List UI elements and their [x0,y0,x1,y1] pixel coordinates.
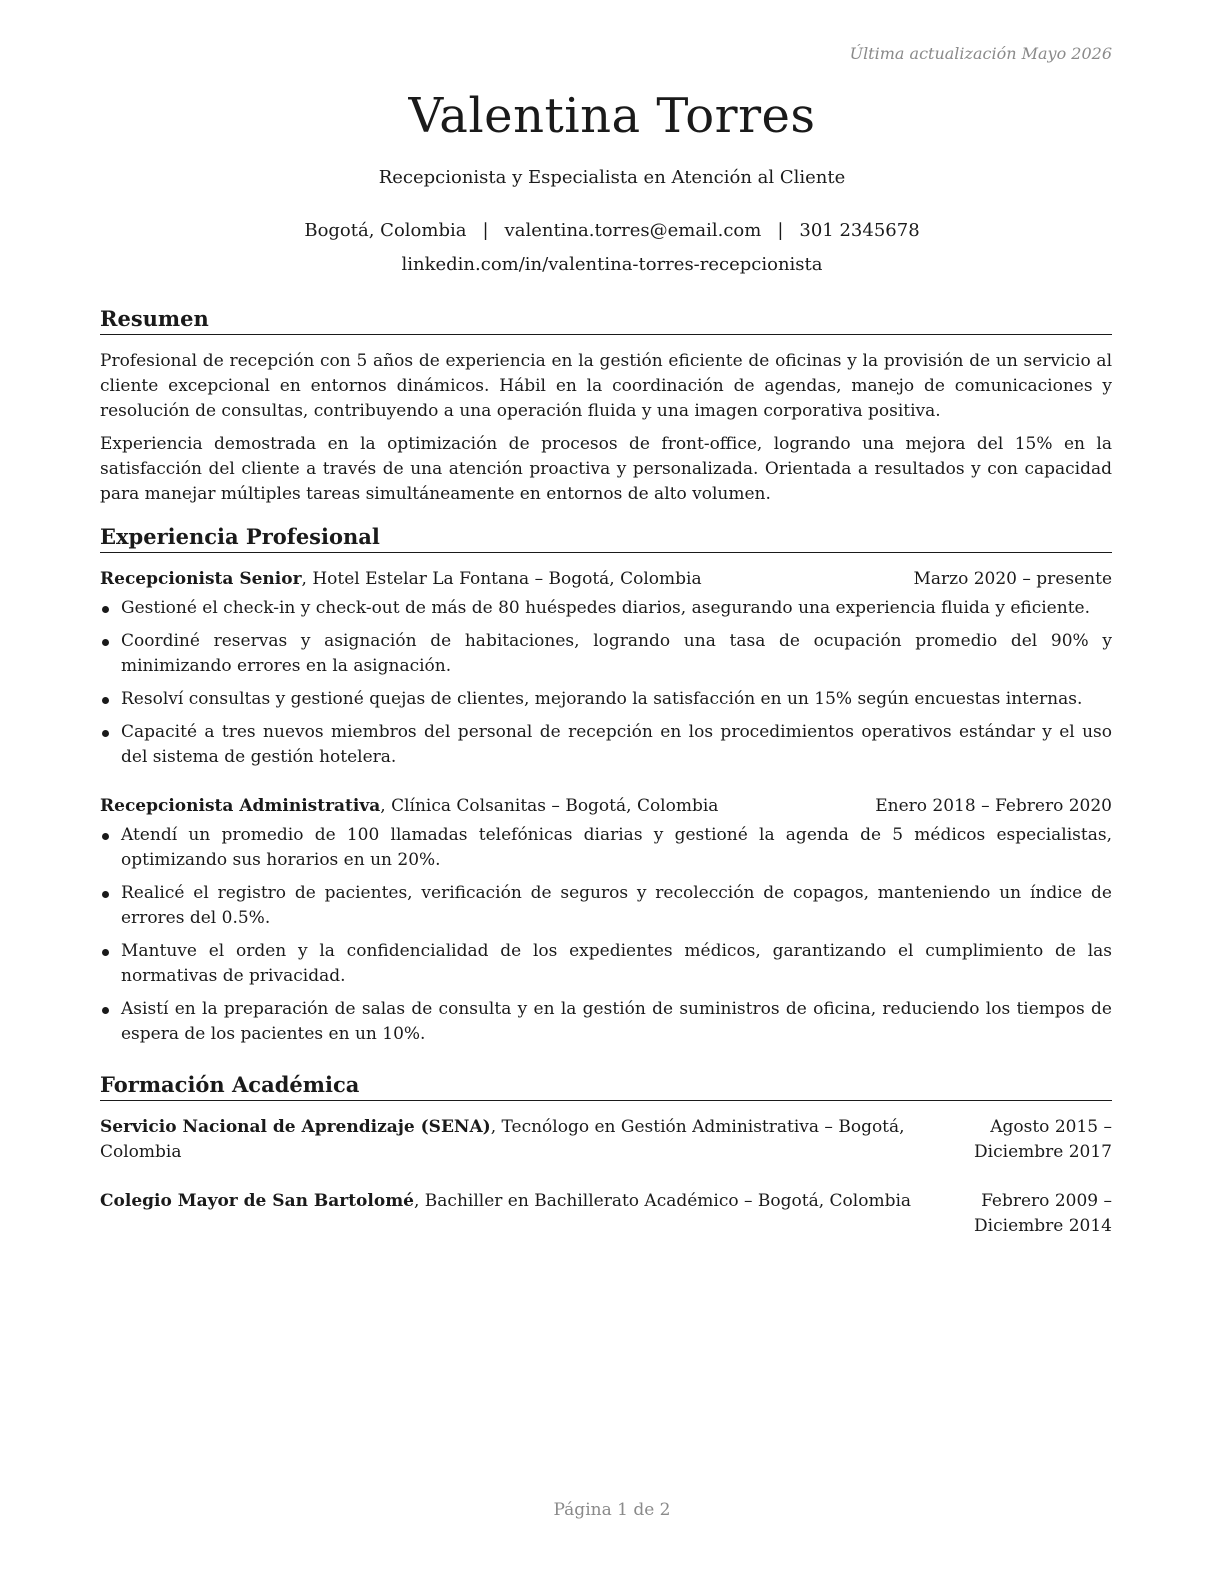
job-bullets [100,596,1112,770]
job-role: Recepcionista Administrativa [100,796,381,816]
contact-line [0,220,1224,241]
education-detail: , Bachiller en Bachillerato Académico – Bogotá, Colombia [414,1191,912,1211]
resume-body [100,305,1112,1263]
education-entry [100,1189,1112,1239]
list-item-text: Coordiné reservas y asignación de habitaciones, logrando una tasa de ocupación promedio del 90% y minimizando errores en la asignación. [121,631,1112,676]
experience-section [100,523,1112,1047]
bullet-icon [102,1007,109,1014]
bullet-icon [102,697,109,704]
list-item-text: Gestioné el check-in y check-out de más de 80 huéspedes diarios, asegurando una experiencia fluida y eficiente. [121,598,1090,618]
job-entry [100,794,1112,1047]
list-item [100,720,1112,770]
section-title: Formación Académica [100,1071,1112,1101]
phone-number: 301 2345678 [799,220,920,241]
job-title-line [100,567,702,592]
list-item [100,997,1112,1047]
job-company: , Clínica Colsanitas – Bogotá, Colombia [380,796,719,816]
summary-paragraph: Profesional de recepción con 5 años de experiencia en la gestión eficiente de oficinas y la provisión de un servicio al cliente excepcional en entornos dinámicos. Hábil en la coordinación de agendas, manejo de comunicaciones y resolución de consultas, contribuyendo a una operación fluida y una imagen corporativa positiva. [100,351,1112,421]
contact-separator: | [777,220,784,241]
list-item [100,823,1112,873]
bullet-icon [102,833,109,840]
job-company: , Hotel Estelar La Fontana – Bogotá, Colombia [301,569,702,589]
list-item-text: Mantuve el orden y la confidencialidad de los expedientes médicos, garantizando el cumplimiento de las normativas de privacidad. [121,941,1112,986]
bullet-icon [102,639,109,646]
list-item [100,881,1112,931]
contact-separator: | [482,220,489,241]
education-entry [100,1115,1112,1165]
bullet-icon [102,606,109,613]
email-link[interactable]: valentina.torres@email.com [504,220,762,241]
bullet-icon [102,730,109,737]
linkedin-link[interactable]: linkedin.com/in/valentina-torres-recepcionista [401,254,823,275]
education-description [100,1189,936,1239]
education-institution: Colegio Mayor de San Bartolomé [100,1191,414,1211]
last-updated-note: Última actualización Mayo 2026 [849,44,1112,63]
job-dates: Enero 2018 – Febrero 2020 [875,796,1112,816]
job-bullets [100,823,1112,1047]
list-item [100,596,1112,621]
job-header [100,794,1112,819]
list-item-text: Atendí un promedio de 100 llamadas telefónicas diarias y gestioné la agenda de 5 médicos especialistas, optimizando sus horarios en un 20%. [121,825,1112,870]
section-title: Experiencia Profesional [100,523,1112,553]
list-item [100,939,1112,989]
job-title-line [100,794,718,819]
page-number: Página 1 de 2 [553,1500,671,1520]
list-item-text: Capacité a tres nuevos miembros del personal de recepción en los procedimientos operativos estándar y el uso del sistema de gestión hotelera. [121,722,1112,767]
education-dates: Febrero 2009 – Diciembre 2014 [974,1191,1112,1236]
list-item [100,687,1112,712]
candidate-name: Valentina Torres [408,88,816,144]
list-item-text: Realicé el registro de pacientes, verificación de seguros y recolección de copagos, manteniendo un índice de errores del 0.5%. [121,883,1112,928]
job-role: Recepcionista Senior [100,569,302,589]
education-institution: Servicio Nacional de Aprendizaje (SENA) [100,1117,491,1137]
education-description [100,1115,936,1165]
job-entry [100,567,1112,770]
candidate-headline: Recepcionista y Especialista en Atención al Cliente [378,167,846,188]
education-dates: Agosto 2015 – Diciembre 2017 [974,1117,1112,1162]
summary-paragraph: Experiencia demostrada en la optimización de procesos de front-office, logrando una mejora del 15% en la satisfacción del cliente a través de una atención proactiva y personalizada. Orientada a resultados y con capacidad para manejar múltiples tareas simultáneamente en entornos de alto volumen. [100,434,1112,504]
education-section [100,1071,1112,1239]
location: Bogotá, Colombia [304,220,467,241]
bullet-icon [102,949,109,956]
job-header [100,567,1112,592]
job-dates: Marzo 2020 – presente [913,569,1112,589]
list-item [100,629,1112,679]
summary-section [100,305,1112,507]
section-title: Resumen [100,305,1112,335]
list-item-text: Resolví consultas y gestioné quejas de clientes, mejorando la satisfacción en un 15% según encuestas internas. [121,689,1083,709]
bullet-icon [102,891,109,898]
education-detail: , Tecnólogo en Gestión Administrativa – Bogotá, Colombia [100,1117,905,1162]
list-item-text: Asistí en la preparación de salas de consulta y en la gestión de suministros de oficina, reduciendo los tiempos de espera de los pacientes en un 10%. [121,999,1112,1044]
